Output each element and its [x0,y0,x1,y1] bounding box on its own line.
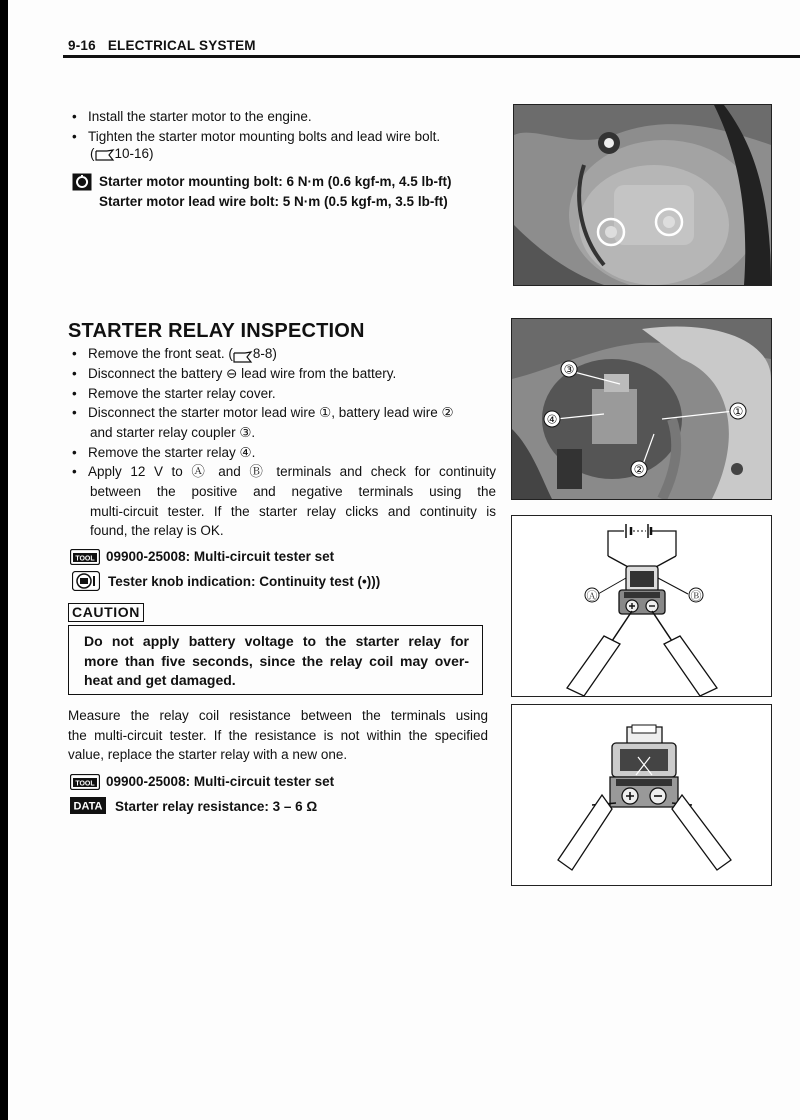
bullet-item: • Tighten the starter motor mounting bolts and lead wire bolt. [72,129,441,144]
bullet-item: • Remove the starter relay cover. [72,386,276,401]
svg-text:DATA: DATA [73,800,103,813]
svg-text:TOOL: TOOL [75,780,95,788]
torque-wrench-icon [72,173,92,191]
page-header [68,38,256,53]
relay-resistance-diagram [511,704,772,886]
caution-label: CAUTION [68,603,144,622]
starter-relay-photo [511,318,772,500]
bullet-item: • Remove the starter relay ④. [72,445,256,460]
reference-icon [233,349,253,359]
tool-spec-2: 09900-25008: Multi-circuit tester set [106,774,335,789]
resistance-paragraph: Measure the relay coil resistance between the terminals using the multi-circuit tester. If the resistance is not within the specified value, replace the starter relay with a new one. [68,708,488,762]
section-heading: STARTER RELAY INSPECTION [68,320,365,342]
starter-motor-photo [513,104,772,286]
callout-3: ③ [563,362,575,377]
bullet-item: • Disconnect the starter motor lead wire ①, battery lead wire ② [72,405,454,420]
bullet-continuation: multi-circuit tester. If the starter relay clicks and continuity is [90,504,496,519]
page-reference: ( 10-16) [90,146,154,161]
manual-page [8,0,800,1120]
tester-knob-spec: Tester knob indication: Continuity test (•))) [108,574,381,589]
svg-text:TOOL: TOOL [75,555,95,563]
bullet-item: • Disconnect the battery ⊖ lead wire from the battery. [72,366,397,381]
tool-icon [70,774,100,790]
bullet-item: • Apply 12 V to Ⓐ and Ⓑ terminals and check for continuity [72,464,496,479]
data-icon [70,797,106,814]
bullet-item: • Install the starter motor to the engine. [72,109,312,124]
page-number: 9-16 [68,38,96,53]
section-title: ELECTRICAL SYSTEM [107,38,256,53]
header-rule [63,55,800,58]
callout-1: ① [732,404,744,419]
bullet-item: • Remove the front seat. ( 8-8) [72,346,277,361]
bullet-continuation: between the positive and negative terminals using the [90,484,496,499]
torque-spec-1: Starter motor mounting bolt: 6 N·m (0.6 kgf-m, 4.5 lb-ft) [99,174,452,189]
data-spec: Starter relay resistance: 3 – 6 Ω [115,799,318,814]
torque-spec-2: Starter motor lead wire bolt: 5 N·m (0.5 kgf-m, 3.5 lb-ft) [99,194,448,209]
label-b: Ⓑ [690,589,702,603]
reference-icon [95,149,115,159]
tool-spec-1: 09900-25008: Multi-circuit tester set [106,549,335,564]
callout-2: ② [633,462,645,477]
caution-text: Do not apply battery voltage to the starter relay for more than five seconds, since the relay coil may over- heat and get damaged. [84,633,469,688]
relay-continuity-diagram [511,515,772,697]
tool-icon [70,549,100,565]
callout-4: ④ [546,412,558,427]
bullet-continuation: and starter relay coupler ③. [90,425,256,440]
bullet-continuation: found, the relay is OK. [90,523,224,538]
tester-knob-icon [72,571,100,591]
label-a: Ⓐ [586,589,598,603]
